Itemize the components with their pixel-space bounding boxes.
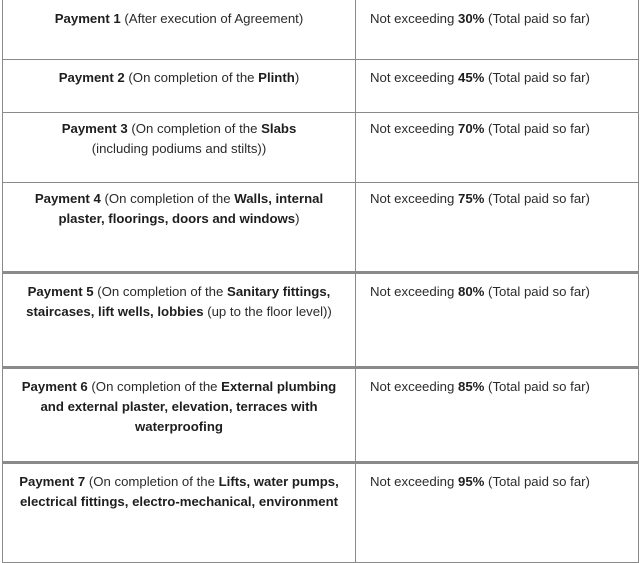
- payment-limit-cell: [356, 273, 639, 368]
- limit-percent: 80%: [457, 284, 485, 299]
- payment-limit-cell: [356, 463, 639, 563]
- payment-label: Payment 6: [21, 379, 88, 394]
- stage-text: (up to the floor level)): [203, 304, 332, 319]
- payment-label: Payment 4: [34, 191, 101, 206]
- payment-label: Payment 1: [54, 11, 121, 26]
- limit-suffix: (Total paid so far): [484, 121, 590, 136]
- stage-text-bold: Walls, internal plaster, floorings, doors and windows: [58, 191, 324, 226]
- stage-text: (On completion of the: [93, 284, 228, 299]
- table-row: [3, 113, 639, 183]
- limit-prefix: Not exceeding: [370, 284, 458, 299]
- payment-label: Payment 5: [27, 284, 94, 299]
- stage-text: (After execution of Agreement): [120, 11, 304, 26]
- payment-limit-cell: [356, 113, 639, 183]
- stage-text: ): [295, 211, 300, 226]
- stage-text-bold: Slabs: [261, 121, 297, 136]
- payment-schedule-table: [2, 0, 639, 563]
- stage-text: (On completion of the: [127, 121, 262, 136]
- limit-prefix: Not exceeding: [370, 379, 458, 394]
- limit-suffix: (Total paid so far): [484, 379, 590, 394]
- limit-suffix: (Total paid so far): [484, 474, 590, 489]
- payment-stage-cell: [3, 0, 356, 60]
- table-row: [3, 463, 639, 563]
- table-row: [3, 273, 639, 368]
- stage-text-bold: Sanitary fittings, staircases, lift wells, lobbies: [26, 284, 331, 319]
- limit-percent: 95%: [457, 474, 485, 489]
- stage-text: (On completion of the: [100, 191, 235, 206]
- limit-percent: 30%: [457, 11, 485, 26]
- payment-label: Payment 3: [61, 121, 128, 136]
- limit-prefix: Not exceeding: [370, 191, 458, 206]
- limit-suffix: (Total paid so far): [484, 284, 590, 299]
- limit-suffix: (Total paid so far): [484, 70, 590, 85]
- payment-stage-cell: [3, 463, 356, 563]
- table-row: [3, 368, 639, 463]
- table-row: [3, 0, 639, 60]
- limit-prefix: Not exceeding: [370, 70, 458, 85]
- limit-percent: 45%: [457, 70, 485, 85]
- payment-limit-cell: [356, 0, 639, 60]
- payment-stage-cell: [3, 113, 356, 183]
- limit-suffix: (Total paid so far): [484, 191, 590, 206]
- table-row: [3, 60, 639, 113]
- stage-text-bold: Plinth: [258, 70, 295, 85]
- payment-stage-cell: [3, 273, 356, 368]
- stage-text: (including podiums and stilts)): [91, 141, 267, 156]
- payment-stage-cell: [3, 183, 356, 273]
- limit-prefix: Not exceeding: [370, 121, 458, 136]
- limit-suffix: (Total paid so far): [484, 11, 590, 26]
- stage-text-bold: External plumbing and external plaster, elevation, terraces with waterproofing: [40, 379, 337, 434]
- stage-text-bold: Lifts, water pumps, electrical fittings, electro-mechanical, environment: [19, 474, 339, 509]
- stage-text: (On completion of the: [124, 70, 259, 85]
- stage-text: ): [294, 70, 300, 85]
- table-row: [3, 183, 639, 273]
- payment-limit-cell: [356, 60, 639, 113]
- payment-stage-cell: [3, 60, 356, 113]
- limit-percent: 75%: [457, 191, 485, 206]
- limit-percent: 85%: [457, 379, 485, 394]
- payment-limit-cell: [356, 183, 639, 273]
- payment-limit-cell: [356, 368, 639, 463]
- limit-prefix: Not exceeding: [370, 474, 458, 489]
- limit-prefix: Not exceeding: [370, 11, 458, 26]
- stage-text: (On completion of the: [85, 474, 219, 489]
- stage-text: (On completion of the: [87, 379, 222, 394]
- payment-stage-cell: [3, 368, 356, 463]
- payment-label: Payment 2: [58, 70, 125, 85]
- payment-label: Payment 7: [19, 474, 86, 489]
- limit-percent: 70%: [457, 121, 485, 136]
